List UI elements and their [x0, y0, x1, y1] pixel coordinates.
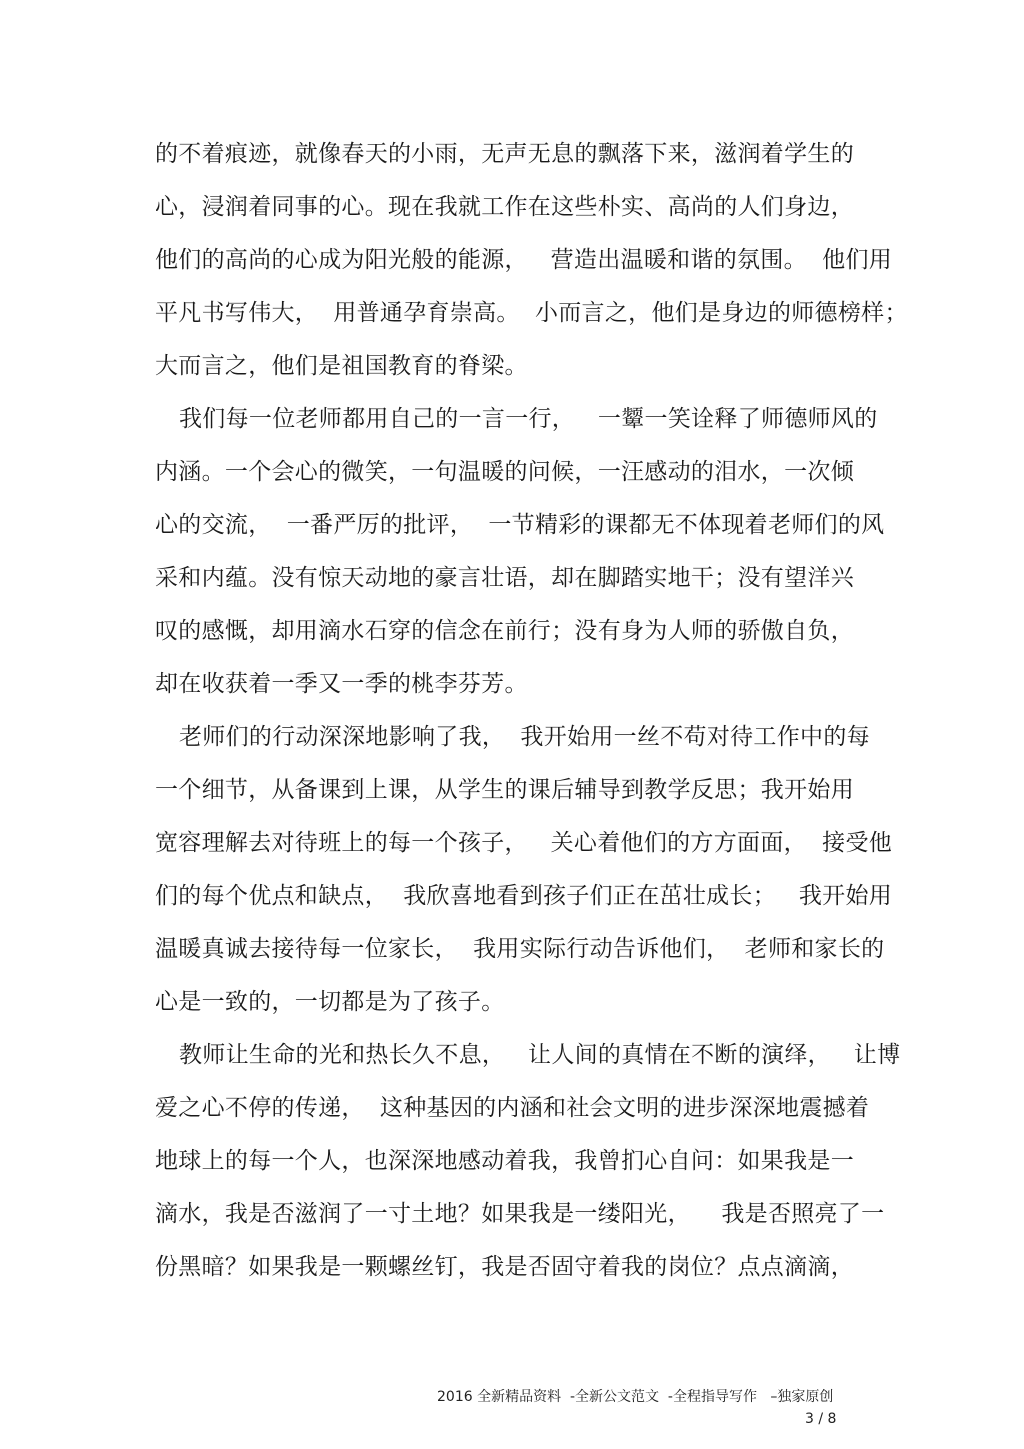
text-line-17: 心是一致的，一切都是为了孩子。	[155, 989, 505, 1015]
text-line-16: 温暖真诚去接待每一位家长， 我用实际行动告诉他们， 老师和家长的	[155, 936, 885, 962]
text-line-15: 们的每个优点和缺点， 我欣喜地看到孩子们正在茁壮成长； 我开始用	[155, 883, 893, 909]
text-line-8: 心的交流， 一番严厉的批评， 一节精彩的课都无不体现着老师们的风	[155, 512, 885, 538]
text-line-14: 宽容理解去对待班上的每一个孩子， 关心着他们的方方面面， 接受他	[155, 830, 893, 856]
text-line-7: 内涵。一个会心的微笑，一句温暖的问候，一汪感动的泪水，一次倾	[155, 459, 854, 485]
text-line-5: 大而言之，他们是祖国教育的脊梁。	[155, 353, 528, 379]
text-line-10: 叹的感慨，却用滴水石穿的信念在前行；没有身为人师的骄傲自负，	[155, 618, 854, 644]
footer-text: 2016 全新精品资料 -全新公文范文 -全程指导写作 –独家原创	[437, 1389, 834, 1405]
text-line-18: 教师让生命的光和热长久不息， 让人间的真情在不断的演绎， 让博	[179, 1042, 901, 1068]
text-line-11: 却在收获着一季又一季的桃李芬芳。	[155, 671, 528, 697]
text-line-3: 他们的高尚的心成为阳光般的能源， 营造出温暖和谐的氛围。 他们用	[155, 247, 893, 273]
page-number: 3 / 8	[805, 1411, 837, 1427]
text-line-21: 滴水，我是否滋润了一寸土地？如果我是一缕阳光， 我是否照亮了一	[155, 1201, 885, 1227]
text-line-19: 爱之心不停的传递， 这种基因的内涵和社会文明的进步深深地震撼着	[155, 1095, 870, 1121]
text-line-20: 地球上的每一个人，也深深地感动着我，我曾扪心自问：如果我是一	[155, 1148, 854, 1174]
text-line-2: 心，浸润着同事的心。现在我就工作在这些朴实、高尚的人们身边，	[155, 194, 854, 220]
text-line-6: 我们每一位老师都用自己的一言一行， 一颦一笑诠释了师德师风的	[179, 406, 878, 432]
text-line-13: 一个细节，从备课到上课，从学生的课后辅导到教学反思；我开始用	[155, 777, 854, 803]
text-line-12: 老师们的行动深深地影响了我， 我开始用一丝不苟对待工作中的每	[179, 724, 870, 750]
text-line-22: 份黑暗？如果我是一颗螺丝钉，我是否固守着我的岗位？点点滴滴，	[155, 1254, 854, 1280]
text-line-1: 的不着痕迹，就像春天的小雨，无声无息的飘落下来，滋润着学生的	[155, 141, 854, 167]
text-line-4: 平凡书写伟大， 用普通孕育崇高。 小而言之，他们是身边的师德榜样；	[155, 300, 908, 326]
text-line-9: 采和内蕴。没有惊天动地的豪言壮语，却在脚踏实地干；没有望洋兴	[155, 565, 854, 591]
